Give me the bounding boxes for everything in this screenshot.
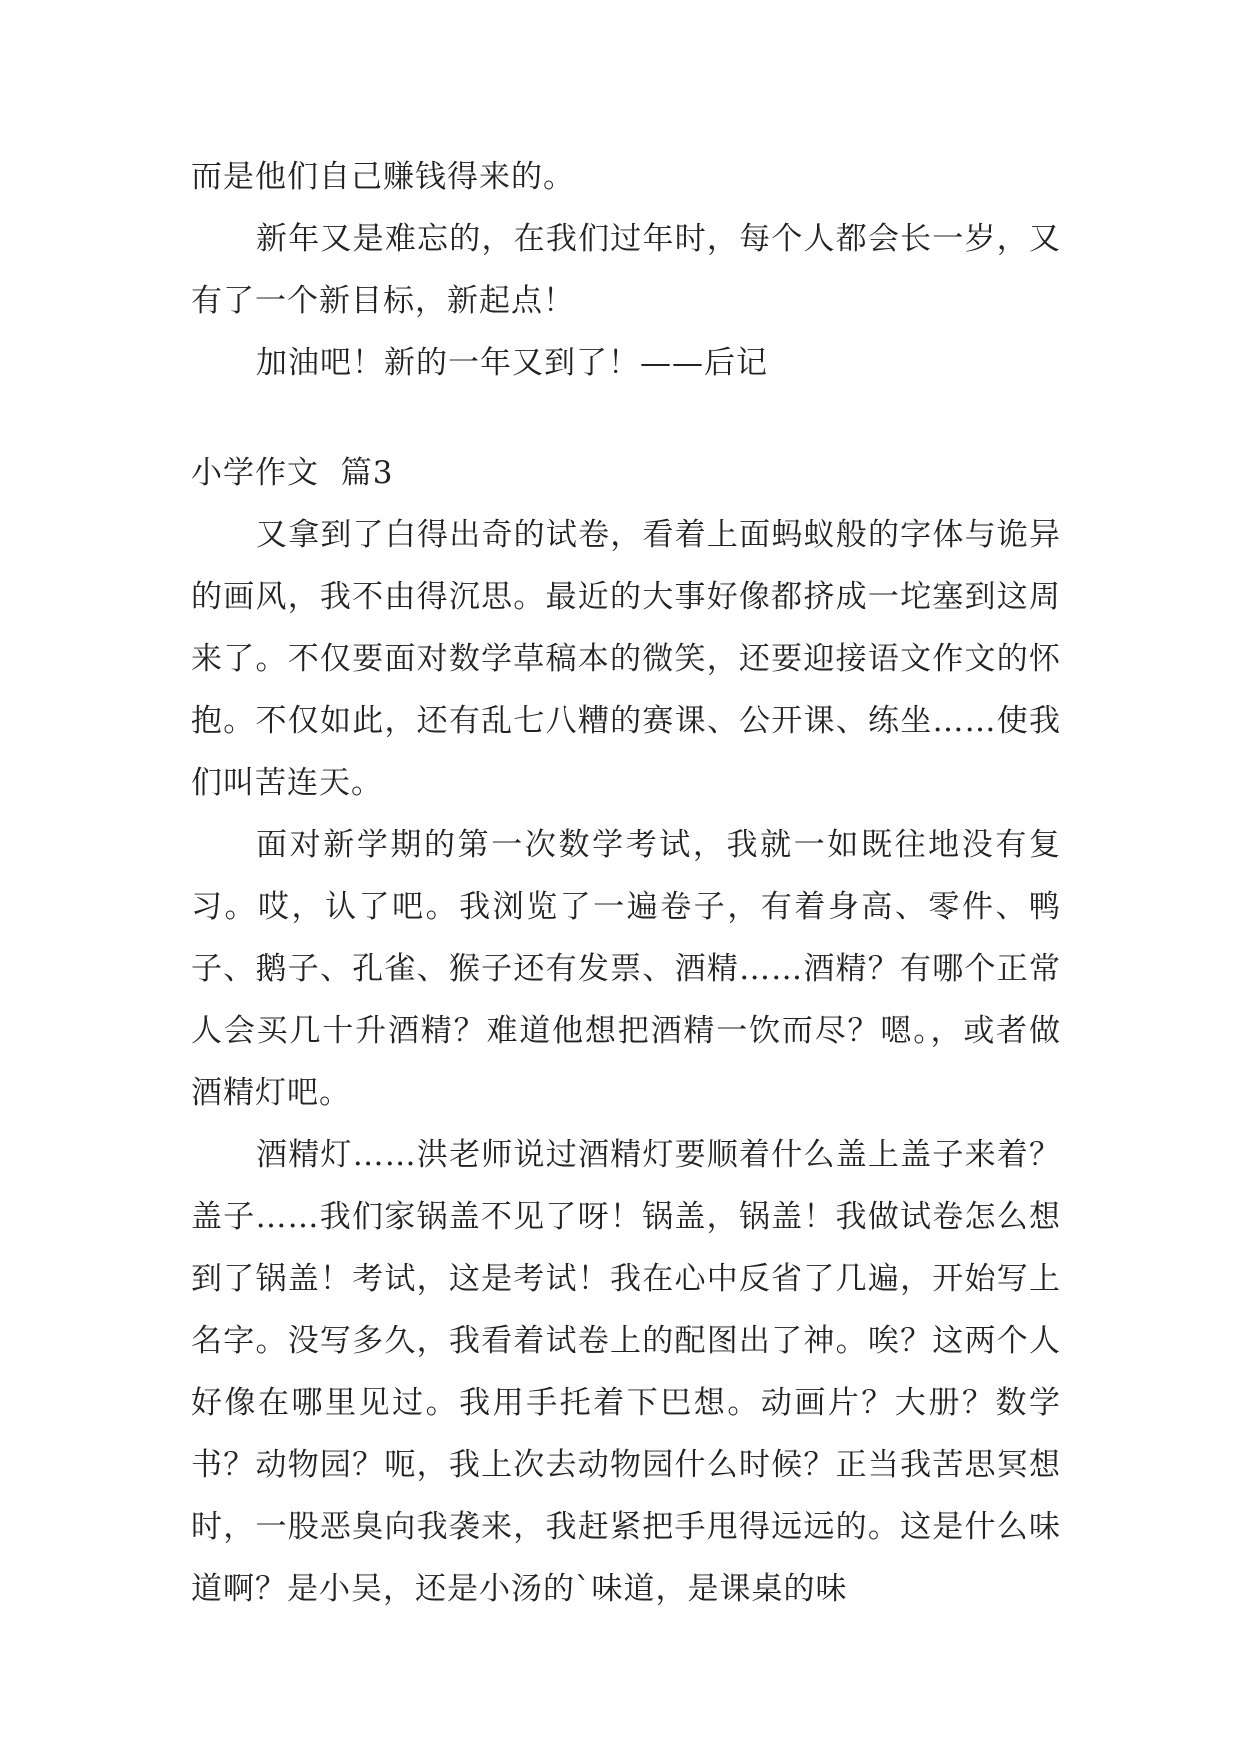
paragraph: 酒精灯……洪老师说过酒精灯要顺着什么盖上盖子来着？盖子……我们家锅盖不见了呀！锅盖，锅盖！我做试卷怎么想到了锅盖！考试，这是考试！我在心中反省了几遍，开始写上名字。没写多久，我看着试卷上的配图出了神。唉？这两个人好像在哪里见过。我用手托着下巴想。动画片？大册？数学书？动物园？呃，我上次去动物园什么时候？正当我苦思冥想时，一股恶臭向我袭来，我赶紧把手甩得远远的。这是什么味道啊？是小吴，还是小汤的`味道，是课桌的味 bbox=[191, 1137, 1061, 1607]
paragraph: 加油吧！新的一年又到了！——后记 bbox=[256, 345, 768, 381]
section-b bbox=[191, 504, 1061, 1620]
paragraph: 新年又是难忘的，在我们过年时，每个人都会长一岁，又有了一个新目标，新起点！ bbox=[191, 221, 1061, 319]
section-a bbox=[191, 146, 1061, 394]
paragraph: 面对新学期的第一次数学考试，我就一如既往地没有复习。哎，认了吧。我浏览了一遍卷子，有着身高、零件、鸭子、鹅子、孔雀、猴子还有发票、酒精……酒精？有哪个正常人会买几十升酒精？难道他想把酒精一饮而尽？嗯。，或者做酒精灯吧。 bbox=[191, 827, 1061, 1111]
paragraph: 又拿到了白得出奇的试卷，看着上面蚂蚁般的字体与诡异的画风，我不由得沉思。最近的大事好像都挤成一坨塞到这周来了。不仅要面对数学草稿本的微笑，还要迎接语文作文的怀抱。不仅如此，还有乱七八糟的赛课、公开课、练坐……使我们叫苦连天。 bbox=[191, 517, 1061, 801]
section-heading: 小学作文 篇3 bbox=[191, 455, 394, 491]
paragraph: 而是他们自己赚钱得来的。 bbox=[191, 159, 575, 195]
